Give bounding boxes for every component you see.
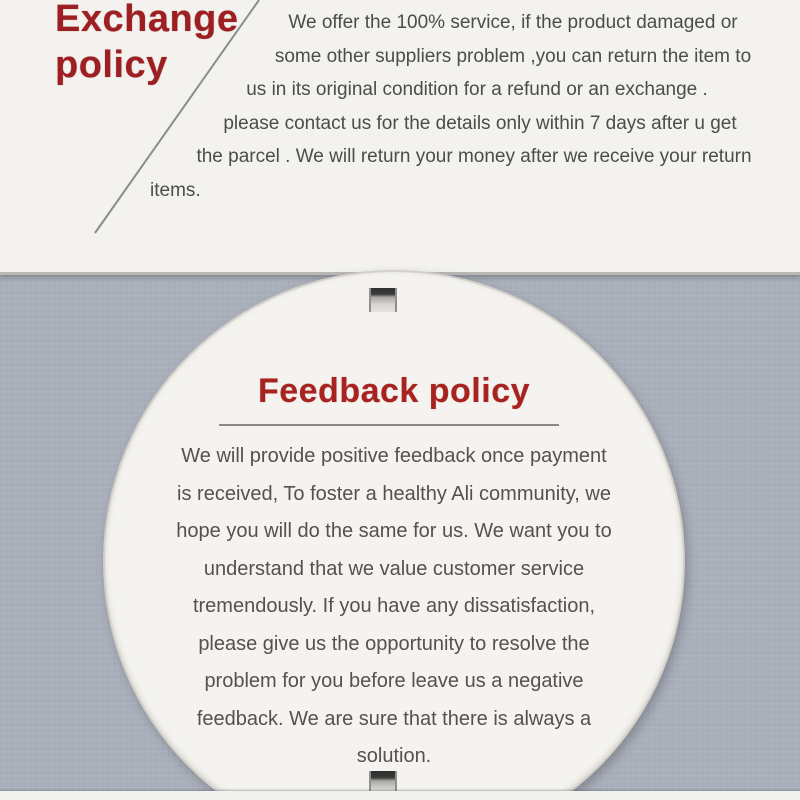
feedback-text-line: solution. [356,745,432,767]
exchange-text-line: the parcel . We will return your money after we receive your return [196,146,752,167]
feedback-text-line: is received, To foster a healthy Ali community, we [177,482,611,505]
feedback-title-underline [219,424,559,426]
exchange-text-line: us in its original condition for a refund or an exchange . [246,79,708,100]
feedback-policy-title: Feedback policy [257,372,531,410]
exchange-policy-text [150,6,792,207]
exchange-text-line: items. [150,179,201,201]
feedback-text-line: feedback. We are sure that there is always a [196,707,592,730]
bottom-white-strip [0,791,800,800]
exchange-policy-panel [0,0,800,275]
exchange-text-line: We offer the 100% service, if the product damaged or [288,12,738,33]
feedback-text-line: understand that we value customer service [203,557,585,580]
feedback-text-line: problem for you before leave us a negative [204,670,584,692]
exchange-text-line: please contact us for the details only within 7 days after u get [223,112,737,134]
feedback-text-line: tremendously. If you have any dissatisfaction, [192,595,596,617]
exchange-policy-title: Exchange policy [55,0,239,86]
top-punch-hole [369,288,397,312]
feedback-policy-text [113,438,675,776]
exchange-text-line: some other suppliers problem ,you can return the item to [274,45,752,67]
feedback-text-line: We will provide positive feedback once payment [181,445,607,467]
feedback-text-line: please give us the opportunity to resolve the [198,632,590,655]
feedback-text-line: hope you will do the same for us. We want you to [176,520,612,542]
